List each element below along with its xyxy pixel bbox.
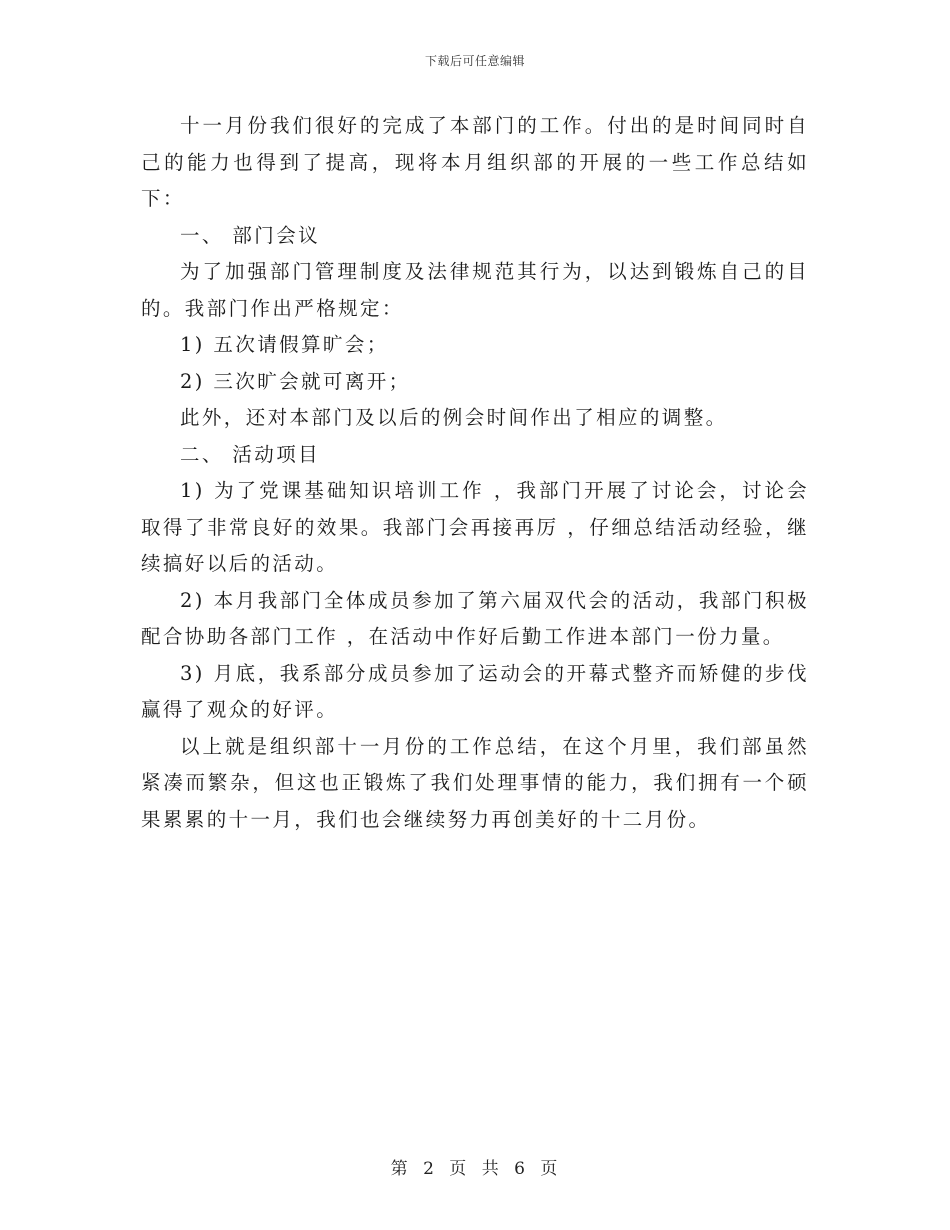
activity-item-1: 1) 为了党课基础知识培训工作 ，我部门开展了讨论会，讨论会取得了非常良好的效果。我部门会再接再厉 ，仔细总结活动经验，继续搞好以后的活动。	[141, 479, 809, 575]
document-body	[141, 108, 809, 838]
rule-item-1: 1) 五次请假算旷会；	[180, 333, 389, 356]
activity-item-3: 3) 月底，我系部分成员参加了运动会的开幕式整齐而矫健的步伐赢得了观众的好评。	[141, 661, 809, 721]
conclusion-paragraph: 以上就是组织部十一月份的工作总结，在这个月里，我们部虽然紧凑而繁杂，但这也正锻炼了我们处理事情的能力，我们拥有一个硕果累累的十一月，我们也会继续努力再创美好的十二月份。	[141, 734, 809, 831]
meeting-paragraph: 为了加强部门管理制度及法律规范其行为，以达到锻炼自己的目的。我部门作出严格规定：	[141, 260, 809, 320]
section-heading-activities: 二、 活动项目	[180, 442, 320, 466]
rule-item-2: 2) 三次旷会就可离开；	[180, 369, 411, 393]
page-number: 第 2 页 共 6 页	[390, 1159, 560, 1179]
meeting-adjustment-paragraph: 此外，还对本部门及以后的例会时间作出了相应的调整。	[180, 406, 728, 429]
activity-item-2: 2) 本月我部门全体成员参加了第六届双代会的活动，我部门积极配合协助各部门工作 ，在活动中作好后勤工作进本部门一份力量。	[141, 588, 809, 648]
intro-paragraph: 十一月份我们很好的完成了本部门的工作。付出的是时间同时自己的能力也得到了提高，现将本月组织部的开展的一些工作总结如下：	[141, 114, 809, 210]
section-heading-meeting: 一、 部门会议	[180, 223, 320, 247]
page-header: 下载后可任意编辑	[424, 54, 525, 68]
